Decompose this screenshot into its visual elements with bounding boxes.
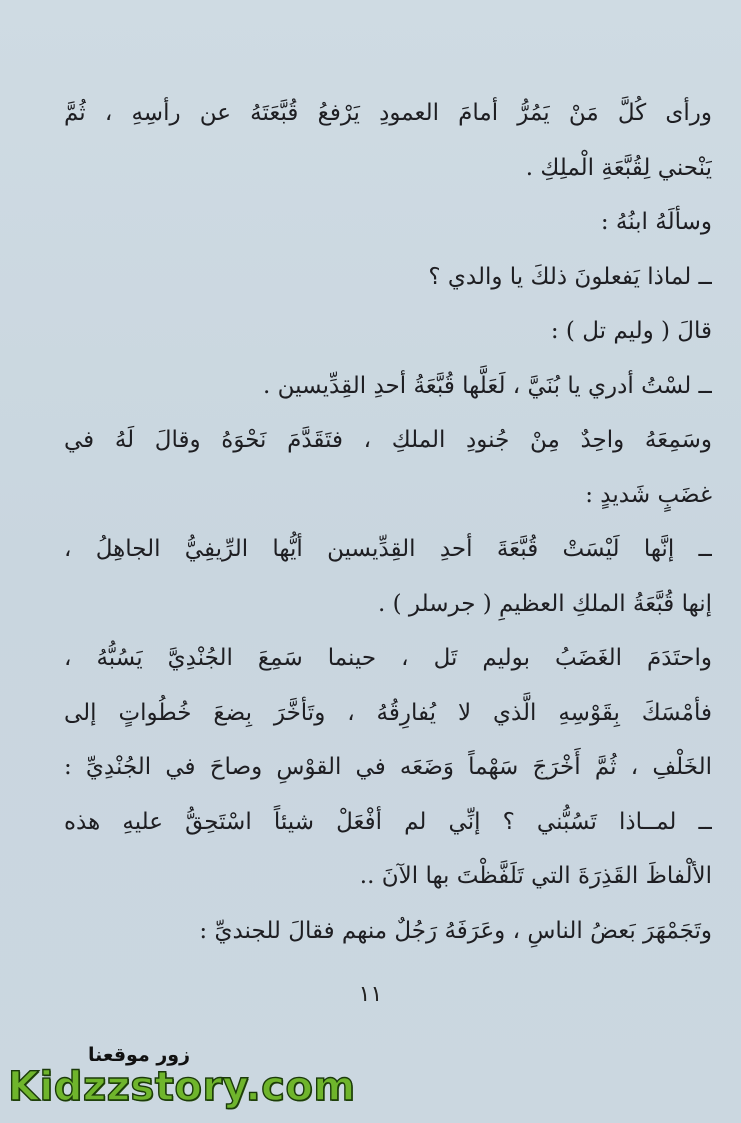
page-number: ١١ (358, 982, 383, 1007)
site-watermark (8, 1040, 356, 1120)
text-line: وتَجَمْهَرَ بَعضُ الناسِ ، وعَرَفَهُ رَجُلٌ منهم فقالَ للجنديِّ : (199, 917, 712, 944)
text-line: ــ لمــاذا تَسُبُّني ؟ إنِّي لم أفْعَلْ شيئاً اسْتَحِقُّ عليهِ هذه (64, 808, 712, 835)
story-text (64, 86, 712, 958)
watermark-arabic-text: زور موقعنا (88, 1044, 191, 1066)
text-line: إنها قُبَّعَةُ الملكِ العظيمِ ( جرسلر ) . (378, 590, 712, 617)
text-line: ــ لسْتُ أدري يا بُنَيَّ ، لَعَلَّها قُبَّعَةُ أحدِ القِدِّيسين . (263, 372, 712, 399)
watermark-logo-text: Kidzzstory.com (8, 1064, 356, 1110)
text-line: واحتَدَمَ الغَضَبُ بوليم تَل ، حينما سَمِعَ الجُنْدِيَّ يَسُبُّهُ ، (64, 645, 712, 671)
text-line: وسألَهُ ابنُهُ : (600, 209, 712, 235)
text-line: وسَمِعَهُ واحِدٌ مِنْ جُنودِ الملكِ ، فتَقَدَّمَ نَحْوَهُ وقالَ لَهُ في (64, 427, 712, 453)
text-line: ورأى كُلَّ مَنْ يَمُرُّ أمامَ العمودِ يَرْفعُ قُبَّعَتَهُ عن رأسِهِ ، ثُمَّ (64, 100, 712, 126)
text-line: ــ لماذا يَفعلونَ ذلكَ يا والدي ؟ (428, 263, 712, 290)
text-line: الألْفاظَ القَذِرَةَ التي تَلَفَّظْتَ بها الآنَ .. (359, 863, 712, 889)
text-line: قالَ ( وليم تل ) : (550, 318, 712, 344)
text-line: يَنْحني لِقُبَّعَةِ الْملِكِ . (525, 154, 712, 181)
text-line: ــ إنَّها لَيْسَتْ قُبَّعَةَ أحدِ القِدِّيسين أيُّها الرِّيفِيُّ الجاهِلُ ، (64, 536, 712, 562)
text-line: غضَبٍ شَديدٍ : (585, 481, 712, 508)
text-line: الخَلْفِ ، ثُمَّ أَخْرَجَ سَهْماً وَضَعَه في القوْسِ وصاحَ في الجُنْدِيِّ : (64, 754, 712, 780)
text-line: فأمْسَكَ بِقَوْسِهِ الَّذي لا يُفارِقُهُ ، وتَأخَّرَ بِضعَ خُطُواتٍ إلى (64, 699, 712, 726)
